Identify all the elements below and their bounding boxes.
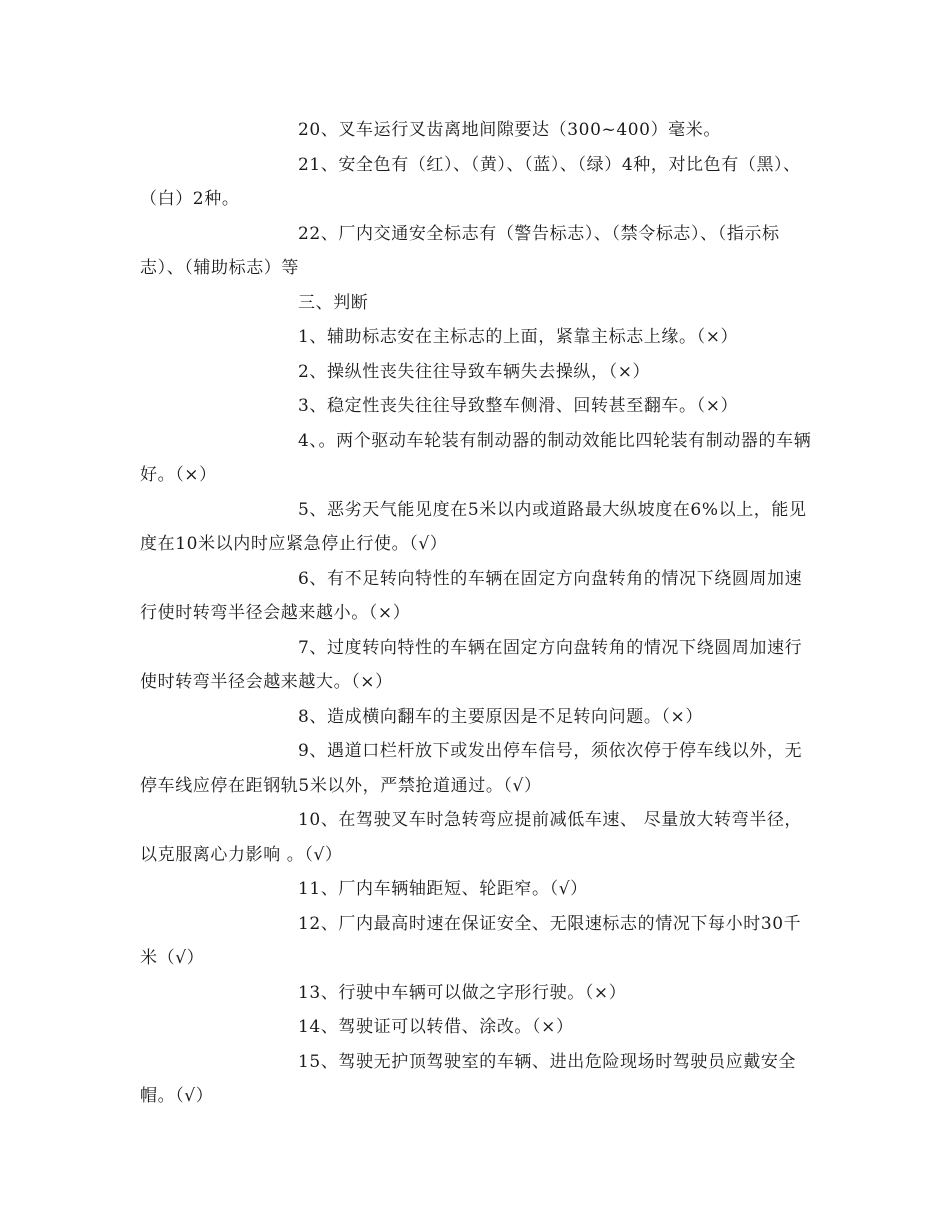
paragraph-item-22: 22、厂内交通安全标志有（警告标志）、（禁令标志）、（指示标志）、（辅助标志）等	[140, 223, 780, 278]
judgment-item-10: 10、在驾驶叉车时急转弯应提前减低车速、 尽量放大转弯半径，以克服离心力影响 。（√）	[140, 810, 803, 865]
judgment-item-5: 5、恶劣天气能见度在5米以内或道路最大纵坡度在6%以上，能见度在10米以内时应紧急停止行使。（√）	[140, 499, 807, 554]
judgment-item-6: 6、有不足转向特性的车辆在固定方向盘转角的情况下绕圆周加速行使时转弯半径会越来越小。（×）	[140, 568, 803, 623]
judgment-item-12: 12、厂内最高时速在保证安全、无限速标志的情况下每小时30千米（√）	[140, 913, 802, 968]
judgment-item-8: 8、造成横向翻车的主要原因是不足转向问题。（×）	[298, 706, 703, 727]
judgment-item-1: 1、辅助标志安在主标志的上面，紧靠主标志上缘。（×）	[298, 327, 739, 347]
judgment-item-9: 9、遇道口栏杆放下或发出停车信号，须依次停于停车线以外，无停车线应停在距钢轨5米以外，严禁抢道通过。（√）	[140, 741, 803, 796]
judgment-item-13: 13、行驶中车辆可以做之字形行驶。（×）	[298, 982, 627, 1003]
judgment-item-2: 2、操纵性丧失往往导致车辆失去操纵，（×）	[298, 361, 651, 382]
section-heading-judgment: 三、判断	[298, 292, 369, 313]
judgment-item-15: 15、驾驶无护顶驾驶室的车辆、进出危险现场时驾驶员应戴安全帽。（√）	[140, 1051, 797, 1106]
judgment-item-3: 3、稳定性丧失往往导致整车侧滑、回转甚至翻车。（×）	[298, 396, 739, 416]
paragraph-item-20: 20、叉车运行叉齿离地间隙要达（300~400）毫米。	[298, 120, 721, 140]
judgment-item-11: 11、厂内车辆轴距短、轮距窄。（√）	[298, 879, 588, 899]
paragraph-item-21: 21、安全色有（红）、（黄）、（蓝）、（绿）4种，对比色有（黑）、（白）2种。	[140, 154, 801, 209]
document-body	[140, 113, 815, 1114]
judgment-item-4: 4、。两个驱动车轮装有制动器的制动效能比四轮装有制动器的车辆好。（×）	[140, 430, 812, 485]
judgment-item-14: 14、驾驶证可以转借、涂改。（×）	[298, 1017, 574, 1037]
judgment-item-7: 7、过度转向特性的车辆在固定方向盘转角的情况下绕圆周加速行使时转弯半径会越来越大。（×）	[140, 637, 803, 692]
